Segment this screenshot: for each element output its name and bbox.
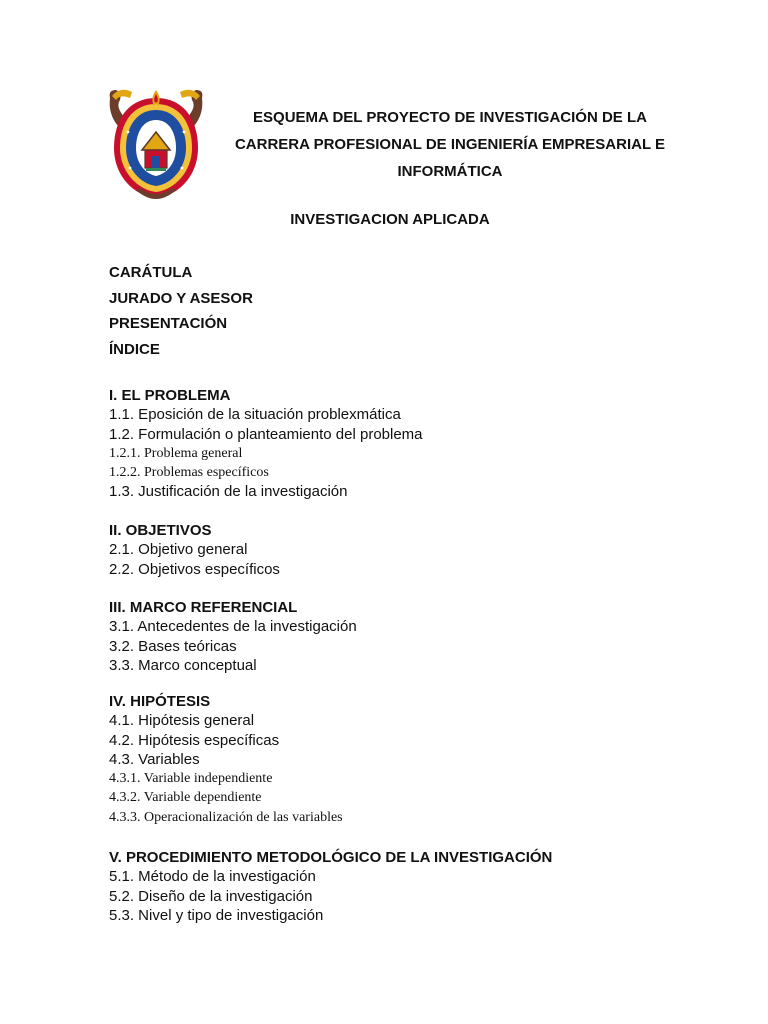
front-matter-item: ÍNDICE	[109, 340, 160, 358]
outline-subitem: 4.3.2. Variable dependiente	[109, 790, 262, 806]
section-heading: III. MARCO REFERENCIAL	[109, 599, 298, 616]
outline-item: 3.3. Marco conceptual	[109, 656, 257, 674]
document-subtitle: INVESTIGACION APLICADA	[290, 211, 490, 228]
outline-item: 1.2. Formulación o planteamiento del problema	[109, 425, 423, 443]
section-marco-referencial	[109, 598, 357, 675]
section-problema	[109, 386, 423, 502]
front-matter-item: JURADO Y ASESOR	[109, 289, 253, 307]
section-heading: IV. HIPÓTESIS	[109, 693, 211, 710]
outline-subitem: 4.3.1. Variable independiente	[109, 771, 273, 787]
section-procedimiento	[109, 848, 552, 925]
title-line-3: INFORMÁTICA	[397, 163, 503, 180]
outline-item: 5.3. Nivel y tipo de investigación	[109, 906, 324, 924]
outline-subitem: 1.2.1. Problema general	[109, 445, 243, 461]
front-matter-item: PRESENTACIÓN	[109, 315, 228, 332]
outline-item: 2.1. Objetivo general	[109, 541, 248, 559]
outline-subitem: 4.3.3. Operacionalización de las variables	[109, 809, 343, 825]
outline-item: 1.1. Eposición de la situación problexmática	[109, 406, 401, 424]
document-title	[210, 104, 690, 185]
section-heading: I. EL PROBLEMA	[109, 387, 231, 404]
outline-item: 2.2. Objetivos específicos	[109, 560, 280, 578]
outline-item: 4.3. Variables	[109, 750, 200, 768]
outline-item: 3.2. Bases teóricas	[109, 637, 237, 655]
title-line-2: CARRERA PROFESIONAL DE INGENIERÍA EMPRESARIAL E	[234, 136, 666, 153]
outline-item: 5.2. Diseño de la investigación	[109, 887, 313, 905]
section-hipotesis	[109, 692, 343, 827]
university-seal-logo	[106, 84, 206, 202]
front-matter-list	[109, 260, 253, 362]
outline-item: 4.2. Hipótesis específicas	[109, 731, 280, 749]
outline-subitem: 1.2.2. Problemas específicos	[109, 465, 269, 481]
section-objetivos	[109, 521, 280, 579]
outline-item: 4.1. Hipótesis general	[109, 712, 255, 730]
outline-item: 1.3. Justificación de la investigación	[109, 483, 348, 501]
outline-item: 3.1. Antecedentes de la investigación	[109, 618, 357, 636]
title-line-1: ESQUEMA DEL PROYECTO DE INVESTIGACIÓN DE LA	[253, 109, 647, 126]
front-matter-item: CARÁTULA	[109, 264, 193, 281]
section-heading: II. OBJETIVOS	[109, 522, 212, 539]
section-heading: V. PROCEDIMIENTO METODOLÓGICO DE LA INVESTIGACIÓN	[109, 849, 553, 866]
outline-item: 5.1. Método de la investigación	[109, 868, 316, 886]
